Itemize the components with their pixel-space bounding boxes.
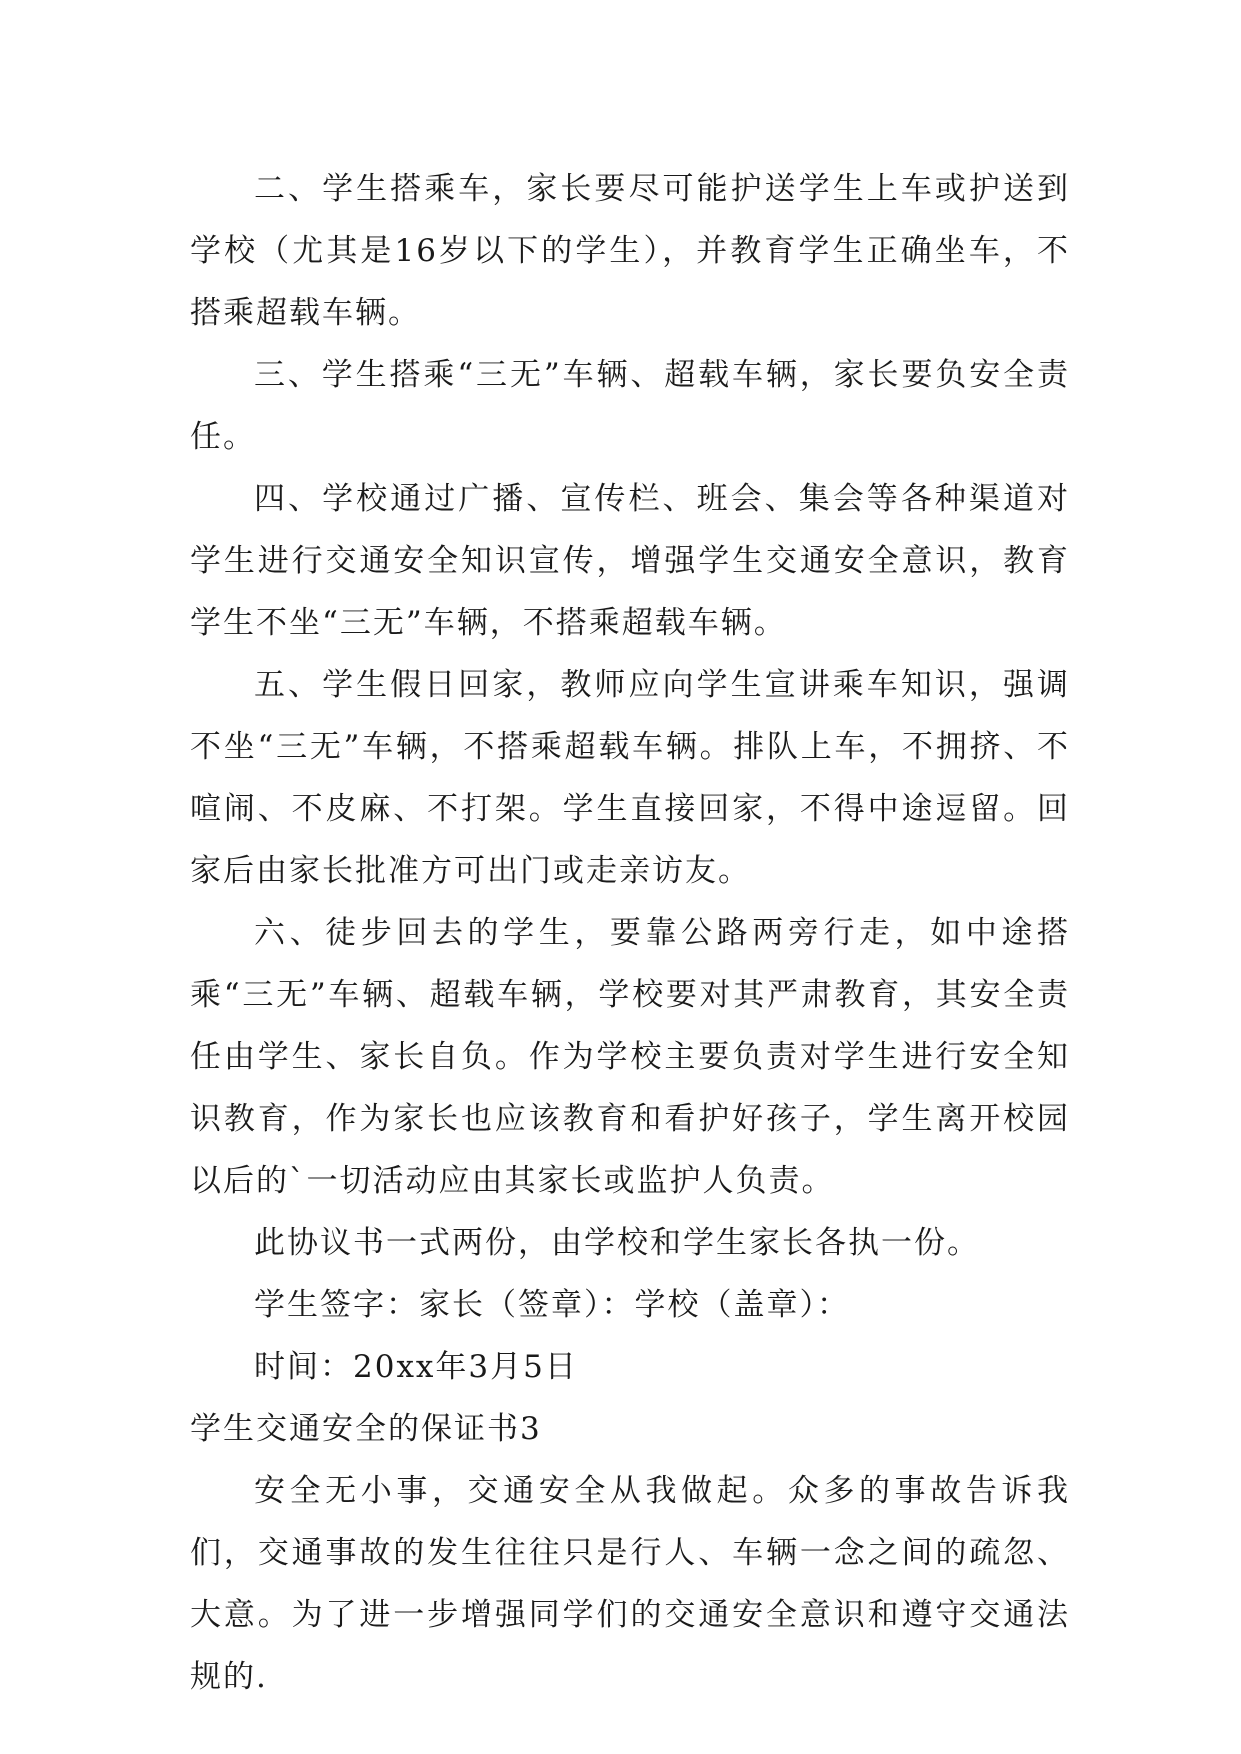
- date-line: 时间：20xx年3月5日: [254, 1349, 578, 1385]
- paragraph-item-5: 五、学生假日回家，教师应向学生宣讲乘车知识，强调不坐“三无”车辆，不搭乘超载车辆。排队上车，不拥挤、不喧闹、不皮麻、不打架。学生直接回家，不得中途逗留。回家后由家长批准方可出门或走亲访友。: [190, 667, 1070, 889]
- section-title: 学生交通安全的保证书3: [190, 1411, 542, 1447]
- copies-note: 此协议书一式两份，由学校和学生家长各执一份。: [254, 1225, 980, 1261]
- signature-line: 学生签字：家长（签章）：学校（盖章）：: [254, 1287, 850, 1323]
- paragraph-item-3: 三、学生搭乘“三无”车辆、超载车辆，家长要负安全责任。: [190, 357, 1070, 455]
- paragraph-item-2: 二、学生搭乘车，家长要尽可能护送学生上车或护送到学校（尤其是16岁以下的学生），并教育学生正确坐车，不搭乘超载车辆。: [190, 171, 1070, 331]
- document-body: [190, 158, 1070, 1708]
- paragraph-item-6: 六、徒步回去的学生，要靠公路两旁行走，如中途搭乘“三无”车辆、超载车辆，学校要对其严肃教育，其安全责任由学生、家长自负。作为学校主要负责对学生进行安全知识教育，作为家长也应该教育和看护好孩子，学生离开校园以后的`一切活动应由其家长或监护人负责。: [190, 915, 1070, 1199]
- intro-paragraph: 安全无小事，交通安全从我做起。众多的事故告诉我们，交通事故的发生往往只是行人、车辆一念之间的疏忽、大意。为了进一步增强同学们的交通安全意识和遵守交通法规的.: [190, 1473, 1070, 1695]
- paragraph-item-4: 四、学校通过广播、宣传栏、班会、集会等各种渠道对学生进行交通安全知识宣传，增强学生交通安全意识，教育学生不坐“三无”车辆，不搭乘超载车辆。: [190, 481, 1070, 641]
